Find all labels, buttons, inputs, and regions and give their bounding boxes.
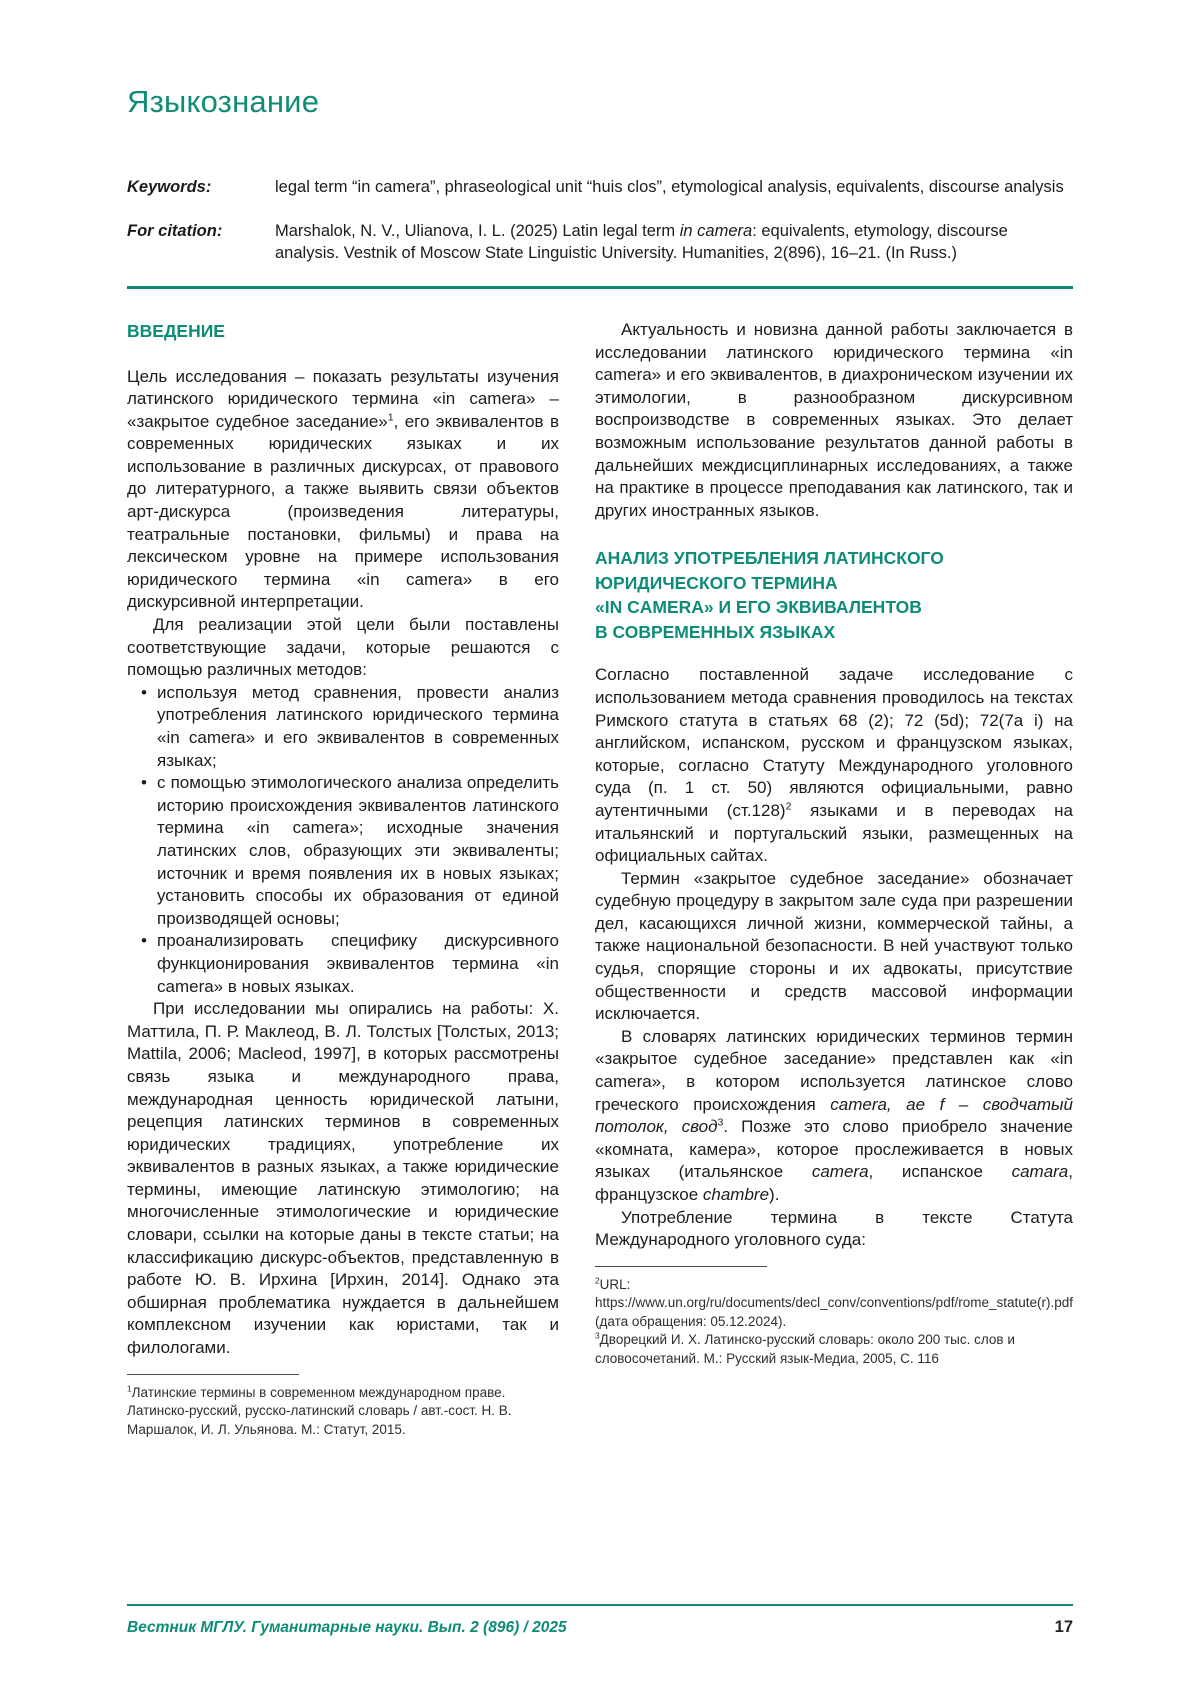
keywords-text: legal term “in camera”, phraseological unit “huis clos”, etymological analysis, equivalents, discourse analysis (275, 178, 1064, 196)
footnote-marker: 2 (595, 1275, 600, 1286)
article-meta (127, 176, 1073, 264)
paragraph-method: Согласно поставленной задаче исследование с использованием метода сравнения проводилось на текстах Римского статута в статьях 68 (2); 72 (5d); 72(7a i) на английском, испанском, русском и французском языках, которые, согласно Статуту Международного уголовного суда (п. 1 ст. 50) являются официальными, равно аутентичными $(ст.128)^2$ языками и в переводах на итальянский и португальский языки, размещенных на официальных сайтах. (595, 665, 1073, 866)
right-column (595, 319, 1073, 1439)
citation-text: Marshalok, N. V., Ulianova, I. L. (2025) Latin legal term in camera: equivalents, etymology, discourse analysis. Vestnik of Moscow State Linguistic University. Humanities, 2(896), 16–21. (In Russ.) (275, 222, 1008, 262)
footnote-marker: 3 (717, 1116, 724, 1129)
paragraph-sources: При исследовании мы опирались на работы: Х. Маттила, П. Р. Маклеод, В. Л. Толстых [Толстых, 2013; Mattila, 2006; Macleod, 1997], в которых рассмотрены связь языка и международного права, международная ценность юридической латыни, рецепция латинских терминов в современных юридических традициях, употребление их эквивалентов в разных языках, а также юридические термины, имеющие латинскую этимологию; на многочисленные этимологические и юридические словари, ссылки на которые даны в тексте статьи; на классификацию дискурс-объектов, представленную в работе Ю. В. Ирхина [Ирхин, 2014]. Однако эта обширная проблематика нуждается в дальнейшем комплексном изучении как юристами, так и филологами. (127, 999, 559, 1358)
list-item-discourse: • проанализировать специфику дискурсивного функционирования эквивалентов термина «in camera» в новых языках. (157, 930, 559, 998)
introduction-heading: ВВЕДЕНИЕ (127, 321, 225, 341)
footnote-separator (595, 1266, 767, 1267)
paragraph-relevance: Актуальность и новизна данной работы заключается в исследовании латинского юридического термина «in camera» и его эквивалентов, в диахроническом изучении их этимологии, в разнообразном дискурсивном воспроизводстве в современных языках. Это делает возможным использование результатов данной работы в дальнейших междисциплинарных исследованиях, а также на практике в процессе преподавания как латинского, так и других иностранных языков. (595, 320, 1073, 520)
footnote-separator (127, 1374, 299, 1375)
list-item-etymology: • с помощью этимологического анализа определить историю происхождения эквивалентов латинского термина «in camera»; исходные значения латинских слов, образующих эти эквиваленты; источник и время появления их в новых языках; установить способы их образования от единой производящей основы; (157, 772, 559, 930)
page-number: 17 (1054, 1618, 1073, 1636)
paragraph-statute-usage: Употребление термина в тексте Статута Международного уголовного суда: (595, 1207, 1073, 1250)
paragraph-dictionaries: В словарях латинских юридических терминов термин «закрытое судебное заседание» представлен как «in camera», в котором используется латинское слово греческого происхождения camera, ae f – сводчатый потолок, свод$^3$. Позже это слово приобрело значение «комната, камера», которое прослеживается в новых языках (итальянское camera, испанское camara, французское chambre). (595, 1026, 1073, 1204)
keywords-row (127, 176, 1073, 198)
article-body (127, 319, 1073, 1439)
paragraph-goal: Цель исследования – показать результаты изучения латинского юридического термина «in camera» – «закрытое судебное заседание»$^1$, его эквивалентов в современных юридических языках и их использование в различных дискурсах, от правового до литературного, а также выявить связи объектов арт-дискурса (произведения литературы, театральные постановки, фильмы) и права на лексическом уровне на примере использования юридического термина «in camera» в его дискурсивной интерпретации. (127, 366, 559, 612)
task-list (127, 682, 559, 998)
page-footer (127, 1604, 1073, 1637)
journal-title: Вестник МГЛУ. Гуманитарные науки. Вып. 2 (896) / 2025 (127, 1619, 567, 1636)
paragraph-tasks-intro: Для реализации этой цели были поставлены соответствующие задачи, которые решаются с помощью различных методов: (127, 615, 559, 680)
header-divider-rule (127, 286, 1073, 289)
footnote-marker: 2 (785, 800, 792, 813)
citation-label: For citation: (127, 222, 223, 240)
analysis-heading: АНАЛИЗ УПОТРЕБЛЕНИЯ ЛАТИНСКОГО ЮРИДИЧЕСКОГО ТЕРМИНА «IN CAMERA» И ЕГО ЭКВИВАЛЕНТОВ В СОВРЕМЕННЫХ ЯЗЫКАХ (595, 548, 944, 642)
footnote-2: $^2$URL: https://www.un.org/ru/documents/decl_conv/conventions/pdf/rome_statute(r).pdf (дата обращения: 05.12.2024). (595, 1275, 1073, 1329)
keywords-label: Keywords: (127, 178, 212, 196)
footnote-1: $^1$Латинские термины в современном международном праве. Латинско-русский, русско-латинский словарь / авт.-сост. Н. В. Маршалок, И. Л. Ульянова. М.: Статут, 2015. (127, 1383, 512, 1437)
citation-row (127, 220, 1073, 264)
footnote-marker: 1 (127, 1383, 132, 1394)
list-item-comparison: • используя метод сравнения, провести анализ употребления латинского юридического термина «in camera» и его эквивалентов в современных языках; (157, 682, 559, 772)
right-footnotes (595, 1266, 1073, 1369)
footnote-3: $^3$Дворецкий И. Х. Латинско-русский словарь: около 200 тыс. слов и словосочетаний. М.: Русский язык-Медиа, 2005, С. 116 (595, 1330, 1015, 1366)
footnote-marker: 3 (595, 1330, 600, 1341)
paragraph-term-definition: Термин «закрытое судебное заседание» обозначает судебную процедуру в закрытом зале суда при разрешении дел, касающихся личной жизни, коммерческой тайны, а также национальной безопасности. В ней участвуют только судья, спорящие стороны и их адвокаты, присутствие общественности и средств массовой информации исключается. (595, 868, 1073, 1024)
left-column (127, 319, 559, 1439)
left-footnotes (127, 1374, 559, 1440)
footnote-marker: 1 (387, 411, 394, 424)
section-title: Языкознание (127, 84, 320, 119)
